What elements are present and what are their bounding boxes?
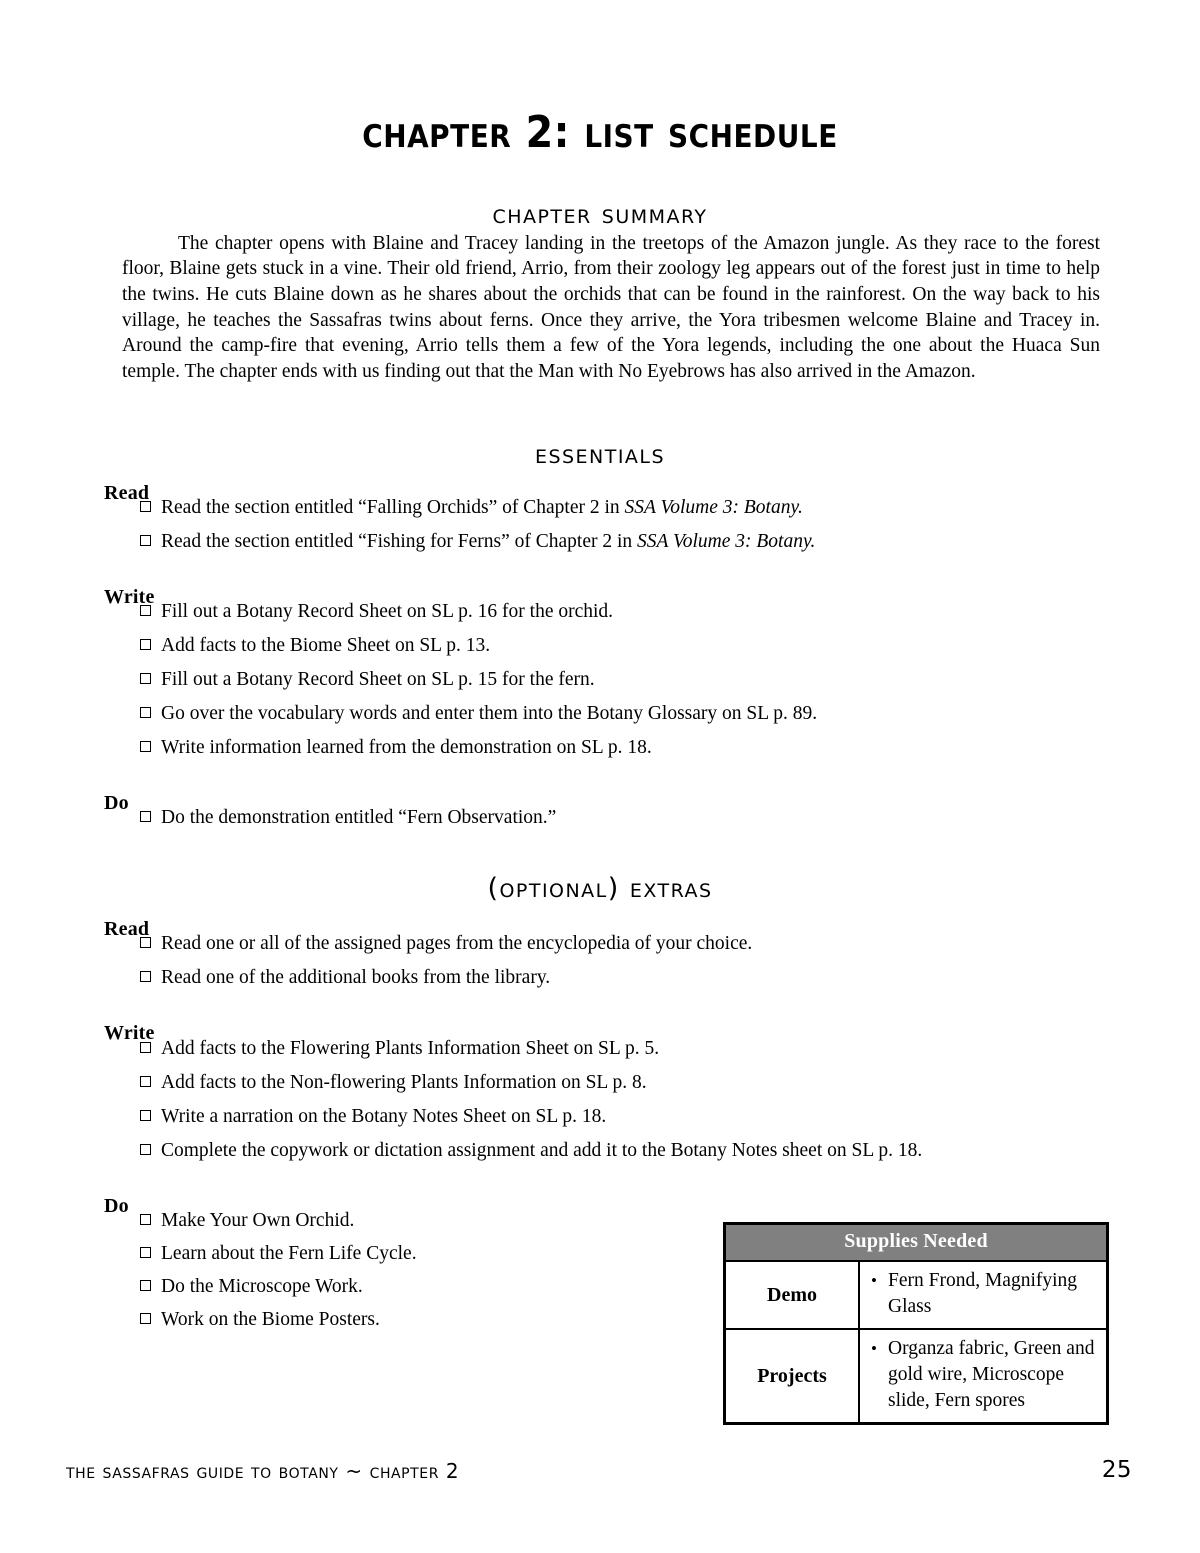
checkbox-icon[interactable] [140,971,151,982]
table-row [725,1261,1108,1329]
checklist-item[interactable] [140,1072,647,1094]
checklist-item[interactable] [140,635,490,657]
checklist-item-label: Work on the Biome Posters. [161,1309,380,1330]
checklist-item[interactable] [140,601,613,623]
checklist-item-title: SSA Volume 3: Botany. [637,531,816,552]
list-item: • Organza fabric, Green and gold wire, Microscope slide, Fern spores [888,1336,1098,1414]
checklist-item[interactable] [140,1210,354,1232]
section-heading-optional-extras: (optional) extras [487,873,713,905]
checklist-item-title: SSA Volume 3: Botany. [624,497,803,518]
group-heading-extras-read: Read [104,918,150,940]
supplies-needed-table [723,1222,1109,1425]
checkbox-icon[interactable] [140,1280,151,1291]
checkbox-icon[interactable] [140,1144,151,1155]
checklist-item-label: Do the Microscope Work. [161,1276,363,1297]
checklist-item-label: Read the section entitled “Falling Orchids” of Chapter 2 in [161,497,625,518]
checklist-item[interactable] [140,1276,363,1298]
checklist-item[interactable] [140,497,803,519]
checklist-item-label: Write information learned from the demonstration on SL p. 18. [161,737,652,758]
checkbox-icon[interactable] [140,605,151,616]
checklist-item-label: Make Your Own Orchid. [161,1210,355,1231]
supplies-row-label: Demo [725,1261,860,1329]
checklist-item-label: Add facts to the Non-flowering Plants Information on SL p. 8. [161,1072,647,1093]
checklist-item-label: Add facts to the Flowering Plants Information Sheet on SL p. 5. [161,1038,660,1059]
checklist-item[interactable] [140,807,556,829]
checklist-item[interactable] [140,1309,380,1331]
group-heading-essentials-read: Read [104,482,150,504]
checklist-item[interactable] [140,933,752,955]
group-heading-essentials-write: Write [104,586,155,608]
checklist-item-label: Add facts to the Biome Sheet on SL p. 13. [161,635,491,656]
checkbox-icon[interactable] [140,501,151,512]
group-heading-extras-do: Do [104,1195,129,1217]
checklist-item[interactable] [140,1038,659,1060]
checklist-item-label: Read the section entitled “Fishing for Ferns” of Chapter 2 in [161,531,638,552]
checklist-item-label: Do the demonstration entitled “Fern Observation.” [161,807,557,828]
supplies-row-value [859,1329,1108,1424]
checklist-item[interactable] [140,669,595,691]
checkbox-icon[interactable] [140,1042,151,1053]
checkbox-icon[interactable] [140,1110,151,1121]
chapter-summary-text: The chapter opens with Blaine and Tracey landing in the treetops of the Amazon jungle. As they race to the forest floor, Blaine gets stuck in a vine. Their old friend, Arrio, from their zoology leg appears out of the forest just in time to help the twins. He cuts Blaine down as he shares about the orchids that can be found in the rainforest. On the way back to his village, he teaches the Sassafras twins about ferns. Once they arrive, the Yora tribesmen welcome Blaine and Tracey in. Around the camp-fire that evening, Arrio tells them a few of the Yora legends, including the one about the Huaca Sun temple. The chapter ends with us finding out that the Man with No Eyebrows has also arrived in the Amazon. [122,232,1100,383]
checklist-item[interactable] [140,967,550,989]
checkbox-icon[interactable] [140,937,151,948]
checklist-item-label: Fill out a Botany Record Sheet on SL p. 15 for the fern. [161,669,595,690]
checklist-item-label: Fill out a Botany Record Sheet on SL p. 16 for the orchid. [161,601,614,622]
table-row [725,1329,1108,1424]
supplies-bullet-list [870,1268,1098,1320]
page-title: chapter 2: list schedule [362,107,838,159]
checkbox-icon[interactable] [140,811,151,822]
checklist-item-label: Write a narration on the Botany Notes Sheet on SL p. 18. [161,1106,607,1127]
table-header-row [725,1224,1108,1262]
checklist-item-label: Read one or all of the assigned pages from the encyclopedia of your choice. [161,933,753,954]
checklist-item-label: Complete the copywork or dictation assignment and add it to the Botany Notes sheet on SL p. 18. [161,1140,923,1161]
checkbox-icon[interactable] [140,673,151,684]
section-heading-chapter-summary: chapter summary [492,199,708,231]
checklist-item[interactable] [140,1140,922,1162]
checklist-item-label: Read one of the additional books from the library. [161,967,551,988]
checklist-item-label: Go over the vocabulary words and enter them into the Botany Glossary on SL p. 89. [161,703,818,724]
checkbox-icon[interactable] [140,1076,151,1087]
group-heading-essentials-do: Do [104,792,129,814]
page-number: 25 [1101,1457,1132,1483]
checkbox-icon[interactable] [140,1214,151,1225]
supplies-table-title: Supplies Needed [725,1224,1108,1262]
checklist-item[interactable] [140,531,815,553]
checkbox-icon[interactable] [140,741,151,752]
supplies-bullet-list [870,1336,1098,1414]
supplies-row-value [859,1261,1108,1329]
supplies-row-label: Projects [725,1329,860,1424]
list-item: • Fern Frond, Magnifying Glass [888,1268,1098,1320]
checklist-item[interactable] [140,737,652,759]
section-heading-essentials: essentials [534,439,666,471]
checkbox-icon[interactable] [140,1313,151,1324]
checkbox-icon[interactable] [140,639,151,650]
checklist-item[interactable] [140,703,817,725]
checkbox-icon[interactable] [140,535,151,546]
footer-running-title: the sassafras guide to botany ~ chapter 2 [66,1459,460,1483]
checklist-item[interactable] [140,1106,606,1128]
checklist-item[interactable] [140,1243,417,1265]
checkbox-icon[interactable] [140,1247,151,1258]
checklist-item-label: Learn about the Fern Life Cycle. [161,1243,417,1264]
group-heading-extras-write: Write [104,1022,155,1044]
checkbox-icon[interactable] [140,707,151,718]
